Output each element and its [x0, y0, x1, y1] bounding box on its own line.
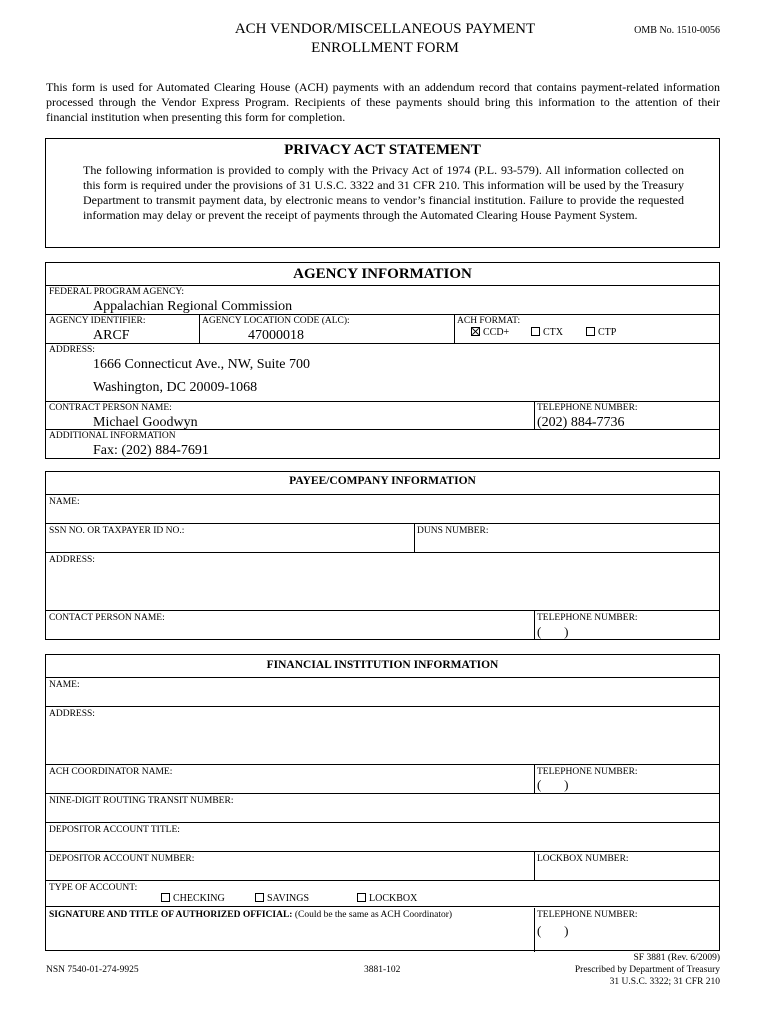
signature-label-bold: SIGNATURE AND TITLE OF AUTHORIZED OFFICIAL:: [49, 910, 293, 920]
privacy-text: The following information is provided to comply with the Privacy Act of 1974 (P.L. 93-579). All information collected on this form is required under the provisions of 31 U.S.C. 3322 and 31 CFR 210. This information will be used by the Treasury Department to transmit payment data, by electronic means to vendor’s financial institution. Failure to provide the requested information may delay or prevent the receipt of payments through the Automated Clearing House Payment System.: [83, 163, 684, 222]
checking-checkbox[interactable]: [161, 893, 170, 902]
lockbox-number-label[interactable]: LOCKBOX NUMBER:: [537, 854, 629, 864]
ach-format-label: ACH FORMAT:: [457, 316, 521, 326]
signature-divider: [45, 906, 720, 907]
lockbox-label: LOCKBOX: [369, 893, 418, 904]
contract-person-value[interactable]: Michael Goodwyn: [93, 415, 198, 430]
legal-citation: 31 U.S.C. 3322; 31 CFR 210: [609, 977, 720, 987]
signature-label[interactable]: [49, 910, 452, 921]
ach-format-ctx-option[interactable]: [531, 327, 563, 338]
agency-identifier-value[interactable]: ARCF: [93, 328, 130, 343]
form-title-line1: ACH VENDOR/MISCELLANEOUS PAYMENT: [234, 21, 536, 37]
agency-telephone-value[interactable]: (202) 884-7736: [537, 415, 625, 430]
savings-checkbox[interactable]: [255, 893, 264, 902]
financial-title: FINANCIAL INSTITUTION INFORMATION: [266, 659, 499, 671]
sf-revision: SF 3881 (Rev. 6/2009): [633, 953, 720, 963]
intro-paragraph: This form is used for Automated Clearing House (ACH) payments with an addendum record that contains payment-related information processed through the Vendor Express Program. Recipients of these payments should bring this information to the attention of their financial institution when presenting this form for completion.: [46, 80, 720, 124]
agency-address-label: ADDRESS:: [49, 345, 95, 355]
form-title-line2: ENROLLMENT FORM: [311, 40, 459, 56]
account-type-savings[interactable]: [255, 893, 309, 904]
additional-info-value[interactable]: Fax: (202) 884-7691: [93, 443, 209, 458]
payee-address-label[interactable]: ADDRESS:: [49, 555, 95, 565]
federal-program-agency-value[interactable]: Appalachian Regional Commission: [93, 299, 293, 314]
routing-number-label[interactable]: NINE-DIGIT ROUTING TRANSIT NUMBER:: [49, 796, 234, 806]
bank-telephone-value[interactable]: ( ): [537, 777, 569, 792]
ach-coordinator-label[interactable]: ACH COORDINATOR NAME:: [49, 767, 173, 777]
agency-section: [45, 262, 720, 459]
savings-label: SAVINGS: [267, 893, 310, 904]
ctx-checkbox[interactable]: [531, 327, 540, 336]
form-code: 3881-102: [364, 965, 401, 975]
payee-title: PAYEE/COMPANY INFORMATION: [289, 475, 476, 487]
agency-identifier-label: AGENCY IDENTIFIER:: [49, 316, 146, 326]
alc-value[interactable]: 47000018: [248, 328, 304, 343]
additional-info-label: ADDITIONAL INFORMATION: [49, 431, 176, 441]
depositor-number-label[interactable]: DEPOSITOR ACCOUNT NUMBER:: [49, 854, 195, 864]
federal-program-agency-label: FEDERAL PROGRAM AGENCY:: [49, 287, 184, 297]
bank-name-label[interactable]: NAME:: [49, 680, 80, 690]
ctp-checkbox[interactable]: [586, 327, 595, 336]
lockbox-checkbox[interactable]: [357, 893, 366, 902]
privacy-section: [45, 138, 720, 248]
ctx-label: CTX: [543, 327, 563, 338]
payee-telephone-label: TELEPHONE NUMBER:: [537, 613, 638, 623]
agency-address-line2[interactable]: Washington, DC 20009-1068: [93, 380, 258, 395]
bank-address-label[interactable]: ADDRESS:: [49, 709, 95, 719]
prescribed-by: Prescribed by Department of Treasury: [574, 965, 720, 975]
privacy-title: PRIVACY ACT STATEMENT: [284, 142, 481, 158]
bank-telephone-label: TELEPHONE NUMBER:: [537, 767, 638, 777]
payee-telephone-value[interactable]: ( ): [537, 624, 569, 639]
duns-label[interactable]: DUNS NUMBER:: [417, 526, 489, 536]
ccd-checkbox[interactable]: [471, 327, 480, 336]
signature-telephone-value[interactable]: ( ): [537, 923, 569, 938]
ach-format-ccd-option[interactable]: [471, 327, 509, 338]
nsn-number: NSN 7540-01-274-9925: [46, 965, 139, 975]
account-type-checking[interactable]: [161, 893, 225, 904]
signature-telephone-label: TELEPHONE NUMBER:: [537, 910, 638, 920]
signature-label-note: (Could be the same as ACH Coordinator): [294, 910, 453, 920]
ccd-label: CCD+: [483, 327, 510, 338]
omb-number: OMB No. 1510-0056: [634, 25, 720, 36]
ssn-label[interactable]: SSN NO. OR TAXPAYER ID NO.:: [49, 526, 185, 536]
form-footer-right: [575, 952, 720, 988]
account-type-lockbox[interactable]: [357, 893, 417, 904]
payee-section: [45, 471, 720, 640]
depositor-title-label[interactable]: DEPOSITOR ACCOUNT TITLE:: [49, 825, 180, 835]
payee-name-label[interactable]: NAME:: [49, 497, 80, 507]
checking-label: CHECKING: [173, 893, 225, 904]
alc-label: AGENCY LOCATION CODE (ALC):: [202, 316, 350, 326]
payee-contact-label[interactable]: CONTACT PERSON NAME:: [49, 613, 165, 623]
contract-person-label: CONTRACT PERSON NAME:: [49, 403, 172, 413]
ctp-label: CTP: [598, 327, 617, 338]
account-type-label: TYPE OF ACCOUNT:: [49, 883, 138, 893]
agency-address-line1[interactable]: 1666 Connecticut Ave., NW, Suite 700: [93, 357, 310, 372]
agency-title: AGENCY INFORMATION: [293, 266, 472, 282]
agency-telephone-label: TELEPHONE NUMBER:: [537, 403, 638, 413]
ach-format-ctp-option[interactable]: [586, 327, 616, 338]
